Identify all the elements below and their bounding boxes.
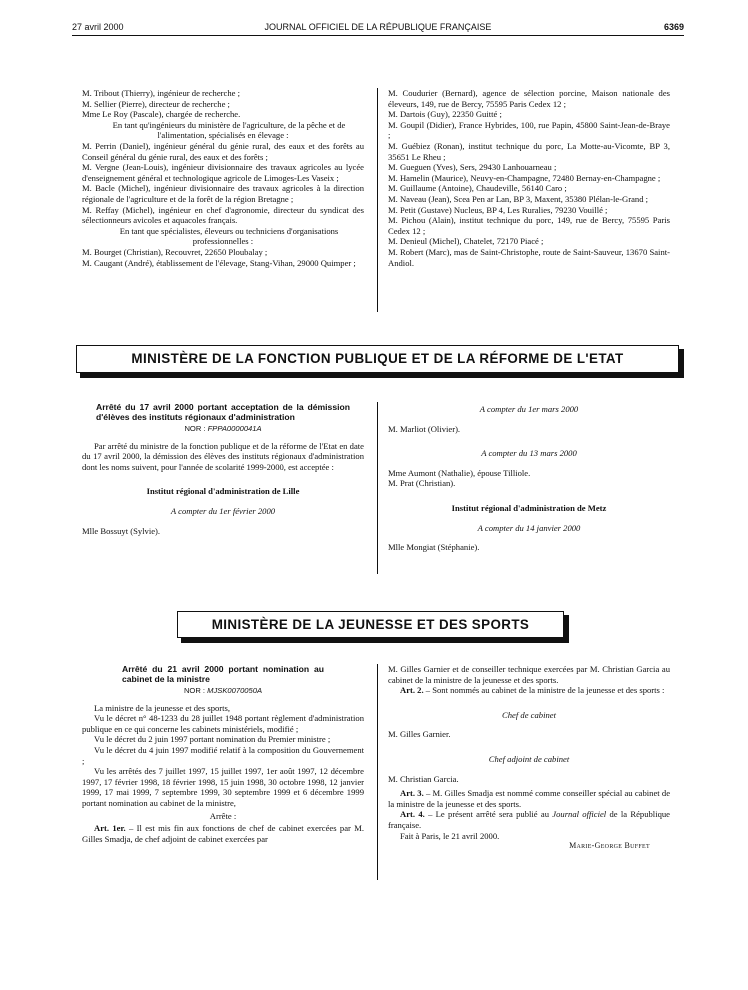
- nor-reference: NOR : FPPA0000041A: [184, 424, 262, 433]
- section1-left-column: [82, 402, 364, 536]
- role-heading: Chef adjoint de cabinet: [488, 753, 570, 764]
- article-4: Art. 4. – Le présent arrêté sera publié au Journal officiel de la République française.: [388, 809, 670, 830]
- header-rule: [72, 35, 684, 36]
- signature: Marie-George Buffet: [569, 841, 650, 851]
- list-item: M. Sellier (Pierre), directeur de recherche ;: [82, 98, 230, 109]
- arrete-word: Arrête :: [209, 810, 237, 821]
- header-date: 27 avril 2000: [72, 22, 124, 32]
- list-item: M. Vergne (Jean-Louis), ingénieur divisionnaire des travaux agricoles au lycée d'enseignement général et technologique agricole de Limoges-Les Vaseix ;: [82, 162, 364, 183]
- column-divider: [377, 88, 378, 312]
- list-item: M. Caugant (André), établissement de l'élevage, Stang-Vihan, 29000 Quimper ;: [82, 257, 356, 268]
- ministry-heading-jeunesse-sports: MINISTÈRE DE LA JEUNESSE ET DES SPORTS: [177, 611, 564, 638]
- section1-right-column: [388, 404, 670, 553]
- student-name: Mme Aumont (Nathalie), épouse Tilliole.: [388, 467, 531, 478]
- role-heading: Chef de cabinet: [502, 709, 556, 720]
- preamble-line: Vu le décret du 4 juin 1997 modifié relatif à la composition du Gouvernement ;: [82, 744, 364, 766]
- ministry-heading-fonction-publique: MINISTÈRE DE LA FONCTION PUBLIQUE ET DE LA RÉFORME DE L'ETAT: [76, 345, 679, 373]
- list-item: M. Bacle (Michel), ingénieur divisionnaire des travaux agricoles à la direction régionale de l'agriculture et de la forêt de la région Bretagne ;: [82, 183, 364, 204]
- student-name: M. Prat (Christian).: [388, 478, 456, 489]
- list-item: M. Petit (Gustave) Nucleus, BP 4, Les Ruralies, 79230 Vouillé ;: [388, 204, 608, 215]
- preamble-line: Vu le décret n° 48-1233 du 28 juillet 1948 portant règlement d'administration publique en ce qui concerne les cabinets ministériels, modifié ;: [82, 713, 364, 734]
- article-1: Art. 1er. – Il est mis fin aux fonctions de chef de cabinet exercées par M. Gilles Smadja, de chef adjoint de cabinet exercées par: [82, 823, 364, 844]
- list-item: M. Gueguen (Yves), Sers, 29430 Lanhouarneau ;: [388, 162, 557, 173]
- list-item: M. Hamelin (Maurice), Neuvy-en-Champagne, 72480 Bernay-en-Champagne ;: [388, 172, 661, 183]
- column-divider: [377, 402, 378, 574]
- article-1-continued: M. Gilles Garnier et de conseiller technique exercées par M. Christian Garcia au cabinet de la ministre de la jeunesse et des sports.: [388, 664, 670, 685]
- student-name: M. Marliot (Olivier).: [388, 423, 461, 434]
- list-item: M. Guillaume (Antoine), Chaudeville, 56140 Caro ;: [388, 183, 567, 194]
- list-item: M. Coudurier (Bernard), agence de sélection porcine, Maison nationale des éleveurs, 149, rue de Bercy, 75595 Paris Cedex 12 ;: [388, 88, 670, 109]
- date-heading: A compter du 14 janvier 2000: [477, 522, 581, 533]
- appointee-name: M. Gilles Garnier.: [388, 729, 451, 740]
- section2-right-column: [388, 664, 670, 852]
- preamble-line: La ministre de la jeunesse et des sports,: [94, 702, 231, 713]
- top-left-column: [82, 88, 364, 268]
- arrete-title: Arrêté du 21 avril 2000 portant nomination au cabinet de la ministre: [122, 664, 324, 684]
- preamble-line: Vu le décret du 2 juin 1997 portant nomination du Premier ministre ;: [94, 734, 331, 745]
- article-2: Art. 2. – Sont nommés au cabinet de la ministre de la jeunesse et des sports :: [400, 685, 665, 696]
- date-heading: A compter du 1er mars 2000: [479, 404, 579, 414]
- article-3: Art. 3. – M. Gilles Smadja est nommé comme conseiller spécial au cabinet de la ministre de la jeunesse et des sports.: [388, 788, 671, 809]
- list-item: M. Robert (Marc), mas de Saint-Christophe, route de Saint-Sauveur, 13670 Saint-Andiol.: [388, 246, 670, 268]
- section2-left-column: [82, 664, 364, 844]
- list-item: M. Reffay (Michel), ingénieur en chef d'agronomie, directeur du syndicat des sélectionneurs avicoles et aquacoles français.: [82, 204, 364, 226]
- list-item: M. Goupil (Didier), France Hybrides, 100, rue Papin, 45800 Saint-Jean-de-Braye ;: [388, 119, 670, 141]
- institut-heading-lille: Institut régional d'administration de Lille: [146, 486, 300, 497]
- arrete-title: Arrêté du 17 avril 2000 portant acceptation de la démission d'élèves des instituts régionaux d'administration: [96, 402, 350, 422]
- date-heading: A compter du 1er février 2000: [170, 505, 276, 516]
- done-at-paris: Fait à Paris, le 21 avril 2000.: [400, 830, 500, 841]
- preamble-line: Vu les arrêtés des 7 juillet 1997, 15 juillet 1997, 1er août 1997, 12 décembre 1997, 17 février 1998, 18 février 1998, 15 juin 1998, 30 octobre 1998, 12 janvier 1999, 17 mai 1999, 7 septembre 1999, 30 septembre 1999 et 6 décembre 1999 portant nomination au cabinet de la ministre,: [82, 766, 364, 808]
- list-item: M. Dartois (Guy), 22350 Guitté ;: [388, 109, 502, 120]
- list-item: M. Perrin (Daniel), ingénieur général du génie rural, des eaux et des forêts au Conseil général du génie rural, des eaux et des forêts ;: [82, 140, 364, 162]
- appointee-name: M. Christian Garcia.: [388, 773, 459, 784]
- list-item: M. Denieul (Michel), Chatelet, 72170 Piacé ;: [388, 236, 544, 247]
- top-right-column: [388, 88, 670, 268]
- list-item: M. Guébiez (Ronan), institut technique du porc, La Motte-au-Vicomte, BP 3, 35651 Le Rheu ;: [388, 140, 670, 162]
- arrete-body: Par arrêté du ministre de la fonction publique et de la réforme de l'Etat en date du 17 avril 2000, la démission des élèves des instituts régionaux d'administration dont les noms suivent, pour l'année de scolarité 1999-2000, est acceptée :: [82, 440, 364, 472]
- list-item: M. Tribout (Thierry), ingénieur de recherche ;: [82, 88, 240, 98]
- nor-reference: NOR : MJSK0070050A: [183, 686, 263, 695]
- date-heading: A compter du 13 mars 2000: [481, 448, 577, 459]
- list-subheading: En tant que spécialistes, éleveurs ou techniciens d'organisations professionnelles :: [119, 225, 339, 247]
- institut-heading-metz: Institut régional d'administration de Metz: [451, 502, 607, 513]
- list-item: M. Naveau (Jean), Scea Pen ar Lan, BP 3, Maxent, 35380 Plélan-le-Grand ;: [388, 193, 649, 204]
- page-number: 6369: [663, 22, 684, 32]
- list-item: M. Pichou (Alain), institut technique du porc, 149, rue de Bercy, 75595 Paris Cedex 12 ;: [388, 215, 670, 236]
- column-divider: [377, 664, 378, 880]
- list-subheading: En tant qu'ingénieurs du ministère de l'agriculture, de la pêche et de l'alimentation, spécialisés en élevage :: [112, 119, 346, 141]
- page-header: [72, 22, 684, 34]
- journal-title: JOURNAL OFFICIEL DE LA RÉPUBLIQUE FRANÇAISE: [264, 22, 492, 32]
- student-name: Mlle Bossuyt (Sylvie).: [82, 525, 161, 536]
- student-name: Mlle Mongiat (Stéphanie).: [388, 542, 480, 553]
- list-item: M. Bourget (Christian), Recouvret, 22650 Ploubalay ;: [82, 246, 268, 257]
- list-item: Mme Le Roy (Pascale), chargée de recherche.: [82, 109, 241, 120]
